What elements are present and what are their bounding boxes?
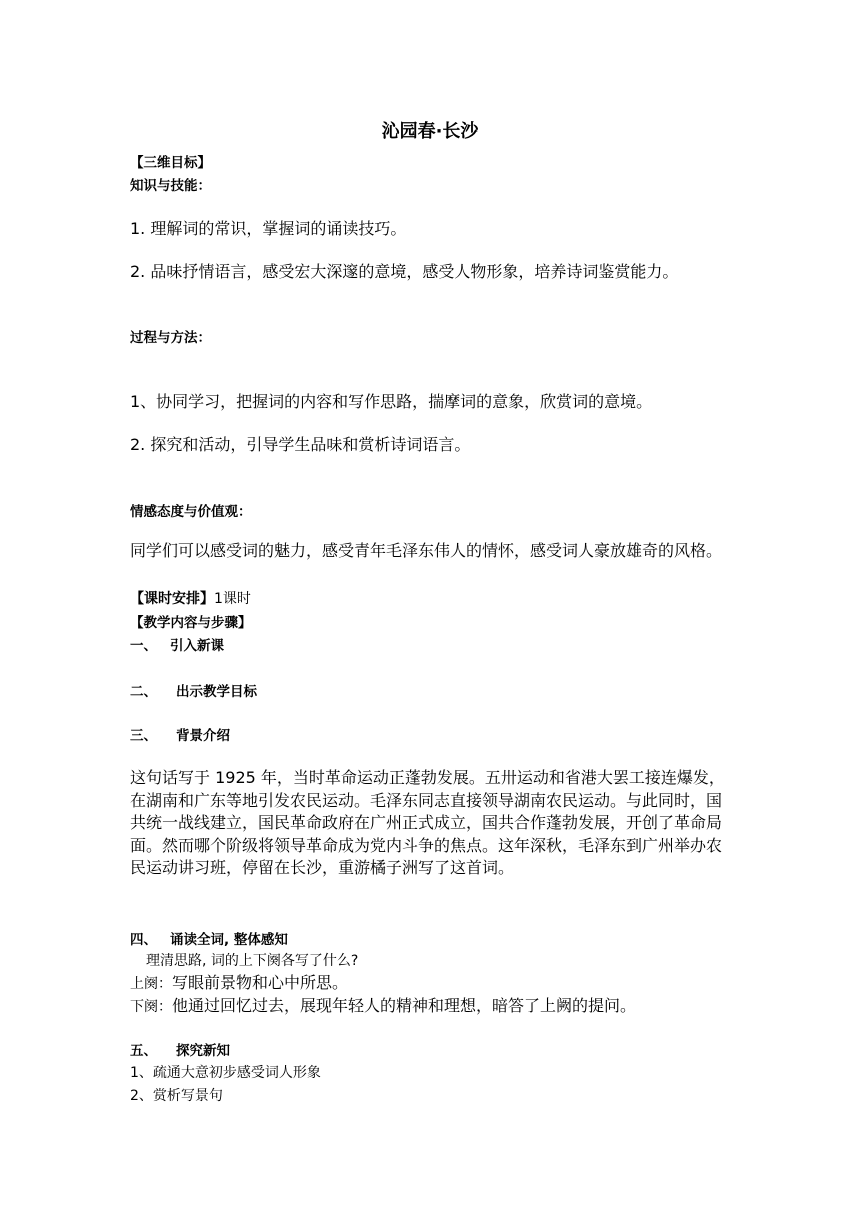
upper-text: 写眼前景物和心中所思。: [172, 973, 349, 992]
step-one: [130, 634, 224, 654]
step-number: 一、: [130, 638, 157, 654]
knowledge-item: 1. 理解词的常识，掌握词的诵读技巧。: [130, 219, 407, 238]
step-two: [130, 680, 257, 700]
process-heading: 过程与方法：: [130, 330, 211, 346]
lower-text: 他通过回忆过去，展现年轻人的精神和理想，暗答了上阙的提问。: [172, 996, 637, 1015]
step-four-question: 理清思路, 词的上下阕各写了什么?: [146, 953, 359, 969]
step-label: 引入新课: [170, 638, 224, 654]
step-four-lower: [130, 993, 636, 1016]
lower-label: 下阕：: [130, 999, 172, 1015]
schedule-value: 1课时: [214, 591, 251, 607]
process-item: 1、协同学习，把握词的内容和写作思路，揣摩词的意象，欣赏词的意境。: [130, 392, 653, 411]
step-four: [130, 928, 288, 948]
steps-heading: 【教学内容与步骤】: [130, 615, 252, 631]
knowledge-heading: 知识与技能：: [130, 178, 211, 194]
emotion-paragraph: 同学们可以感受词的魅力，感受青年毛泽东伟人的情怀，感受词人豪放雄奇的风格。: [130, 541, 723, 560]
step-four-upper: [130, 970, 348, 993]
step-five-item: 2、赏析写景句: [130, 1088, 223, 1104]
step-number: 四、: [130, 932, 157, 948]
step-number: 三、: [130, 728, 157, 744]
emotion-heading: 情感态度与价值观：: [130, 504, 252, 520]
step-five: [130, 1039, 230, 1059]
process-item: 2. 探究和活动，引导学生品味和赏析诗词语言。: [130, 435, 471, 454]
upper-label: 上阕：: [130, 976, 172, 992]
schedule-label: 【课时安排】: [130, 591, 214, 607]
step-number: 二、: [130, 684, 157, 700]
step-three: [130, 724, 230, 744]
schedule-line: [130, 588, 251, 608]
step-five-item: 1、疏通大意初步感受词人形象: [130, 1065, 321, 1081]
step-number: 五、: [130, 1043, 157, 1059]
step-label: 探究新知: [176, 1043, 230, 1059]
step-label: 背景介绍: [176, 728, 230, 744]
background-paragraph: 这句话写于 1925 年，当时革命运动正蓬勃发展。五卅运动和省港大罢工接连爆发，在湖南和广东等地引发农民运动。毛泽东同志直接领导湖南农民运动。与此同时，国共统一战线建立，国民革命政府在广州正式成立，国共合作蓬勃发展，开创了革命局面。然而哪个阶级将领导革命成为党内斗争的焦点。这年深秋，毛泽东到广州举办农民运动讲习班，停留在长沙，重游橘子洲写了这首词。: [130, 768, 725, 877]
knowledge-item: 2. 品味抒情语言，感受宏大深邃的意境，感受人物形象，培养诗词鉴赏能力。: [130, 262, 679, 281]
goals-heading: 【三维目标】: [130, 155, 211, 171]
document-title: 沁园春·长沙: [381, 121, 479, 142]
step-label: 诵读全词, 整体感知: [170, 932, 288, 948]
step-label: 出示教学目标: [176, 684, 257, 700]
